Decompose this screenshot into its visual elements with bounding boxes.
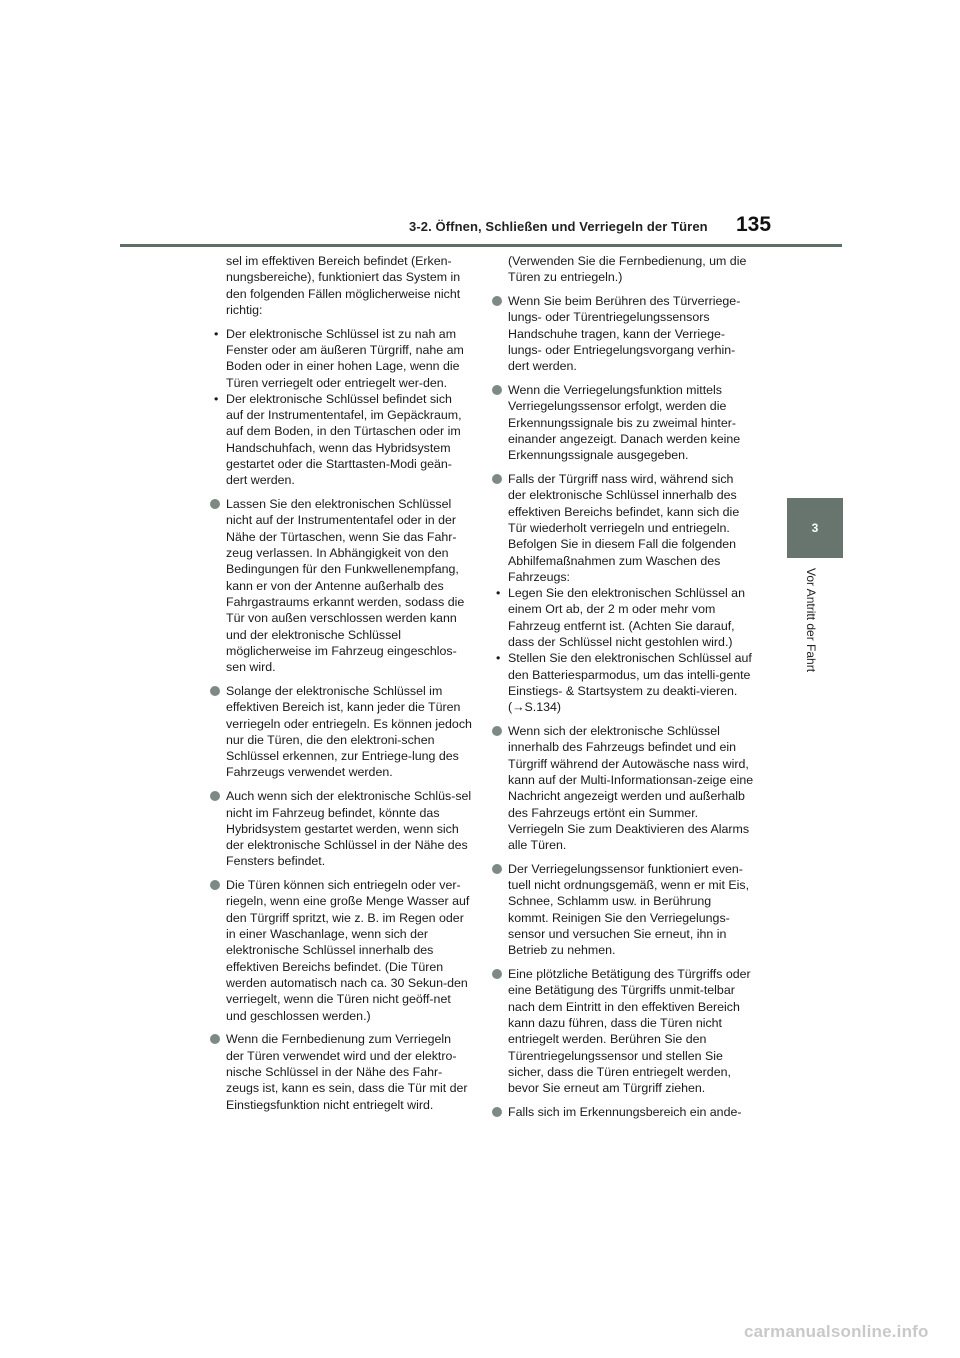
bullet-text: Auch wenn sich der elektronische Schlüs-sel nicht im Fahrzeug befindet, könnte das Hybridsystem gestartet werden, wenn sich der elektronische Schlüssel in der Nähe des Fensters befindet. bbox=[226, 789, 472, 869]
bullet-paragraph bbox=[210, 1031, 472, 1112]
sub-item-text: Der elektronische Schlüssel ist zu nah am Fenster oder am äußeren Türgriff, nahe am Boden oder in einer hohen Lage, wenn die Türen verriegelt oder entriegelt wer-den. bbox=[226, 326, 464, 390]
bullet-paragraph bbox=[492, 382, 754, 463]
continuation-paragraph bbox=[492, 253, 754, 286]
dot-bullet-icon: • bbox=[496, 586, 501, 601]
dot-bullet-icon: • bbox=[496, 651, 501, 666]
circle-bullet-icon bbox=[210, 686, 220, 696]
bullet-text: Wenn Sie beim Berühren des Türverriege-lungs- oder Türentriegelungssensors Handschuhe tragen, kann der Verriege-lungs- oder Entriegelungsvorgang verhin-dert werden. bbox=[508, 294, 741, 374]
intro-text: sel im effektiven Bereich befindet (Erken-nungsbereiche), funktioniert das System in den folgenden Fällen möglicherweise nicht richtig: bbox=[226, 254, 461, 317]
circle-bullet-icon bbox=[210, 499, 220, 509]
bullet-text: Wenn sich der elektronische Schlüssel innerhalb des Fahrzeugs befindet und ein Türgriff während der Autowäsche nass wird, kann auf der Multi-Informationsan-zeige eine Nachricht angezeigt werden und außerhalb des Fahrzeugs ertönt ein Summer. Verriegeln Sie zum Deaktivieren des Alarms alle Türen. bbox=[508, 724, 754, 853]
chapter-number: 3 bbox=[811, 521, 819, 535]
right-column bbox=[492, 253, 754, 1128]
bullet-text: Die Türen können sich entriegeln oder ver-riegeln, wenn eine große Menge Wasser auf den Türgriff spritzt, wie z. B. im Regen oder in einer Waschanlage, wenn sich der elektronische Schlüssel innerhalb des effektiven Bereichs befindet. (Die Türen werden automatisch nach ca. 30 Sekun-den verriegelt, wenn die Türen nicht geöff-net und geschlossen werden.) bbox=[226, 878, 470, 1023]
dot-bullet-icon: • bbox=[214, 391, 219, 406]
bullet-text: Lassen Sie den elektronischen Schlüssel nicht auf der Instrumententafel oder in der Nähe der Türtaschen, wenn Sie das Fahr-zeug verlassen. In Abhängigkeit von den Bedingungen für den Funkwellenempfang, kann er von der Antenne außerhalb des Fahrgastraums erkannt werden, sodass die Tür von außen verschlossen werden kann und der elektronische Schlüssel möglicherweise im Fahrzeug eingeschlos-sen wird. bbox=[226, 497, 465, 675]
bullet-paragraph bbox=[210, 683, 472, 781]
list-item bbox=[492, 650, 754, 715]
bullet-paragraph bbox=[210, 496, 472, 675]
list-item bbox=[492, 585, 754, 650]
bullet-text: Eine plötzliche Betätigung des Türgriffs oder eine Betätigung des Türgriffs unmit-telbar nach dem Eintritt in den effektiven Bereich kann dazu führen, dass die Türen nicht entriegelt werden. Berühren Sie den Türentriegelungssensor und stellen Sie sicher, dass die Türen entriegelt werden, bevor Sie erneut am Türgriff ziehen. bbox=[508, 967, 751, 1096]
bullet-text: Wenn die Fernbedienung zum Verriegeln der Türen verwendet wird und der elektro-nische Schlüssel in der Nähe des Fahr-zeugs ist, kann es sein, dass die Tür mit der Einstiegsfunktion nicht entriegelt wird. bbox=[226, 1032, 468, 1112]
circle-bullet-icon bbox=[492, 864, 502, 874]
circle-bullet-icon bbox=[492, 474, 502, 484]
header-divider bbox=[120, 244, 842, 247]
bullet-paragraph bbox=[492, 861, 754, 959]
circle-bullet-icon bbox=[492, 296, 502, 306]
watermark: carmanualsonline.info bbox=[744, 1322, 929, 1341]
section-title: 3-2. Öffnen, Schließen und Verriegeln der Türen bbox=[409, 219, 708, 234]
bullet-text: Solange der elektronische Schlüssel im effektiven Bereich ist, kann jeder die Türen verriegeln oder entriegeln. Es können jedoch nur die Türen, die den elektroni-schen Schlüssel erkennen, zur Entriege-lung des Fahrzeugs verwendet werden. bbox=[226, 683, 472, 780]
bullet-paragraph bbox=[210, 877, 472, 1024]
circle-bullet-icon bbox=[210, 791, 220, 801]
continuation-text: (Verwenden Sie die Fernbedienung, um die Türen zu entriegeln.) bbox=[508, 254, 747, 285]
page-number: 135 bbox=[736, 213, 772, 236]
bullet-paragraph bbox=[492, 471, 754, 585]
bullet-paragraph bbox=[492, 723, 754, 853]
sub-item-text: Der elektronische Schlüssel befindet sich auf der Instrumententafel, im Gepäckraum, auf dem Boden, in den Türtaschen oder im Handschuhfach, wenn das Hybridsystem gestartet oder die Starttasten-Modi geän-dert werden. bbox=[226, 391, 462, 488]
circle-bullet-icon bbox=[492, 385, 502, 395]
bullet-text: Wenn die Verriegelungsfunktion mittels Verriegelungssensor erfolgt, werden die Erkennungssignale bis zu zweimal hinter-einander angezeigt. Danach werden keine Erkennungssignale ausgegeben. bbox=[508, 383, 741, 463]
intro-paragraph bbox=[210, 253, 472, 318]
chapter-title: Vor Antritt der Fahrt bbox=[804, 568, 818, 673]
circle-bullet-icon bbox=[210, 880, 220, 890]
circle-bullet-icon bbox=[492, 726, 502, 736]
circle-bullet-icon bbox=[492, 969, 502, 979]
list-item bbox=[210, 326, 472, 391]
sub-item-text: Stellen Sie den elektronischen Schlüssel auf den Batteriesparmodus, um das intelli-gente Einstiegs- & Startsystem zu deakti-vieren. (→S.134) bbox=[508, 651, 752, 715]
circle-bullet-icon bbox=[492, 1107, 502, 1117]
bullet-paragraph bbox=[210, 788, 472, 869]
left-column bbox=[210, 253, 472, 1120]
circle-bullet-icon bbox=[210, 1034, 220, 1044]
bullet-text: Der Verriegelungssensor funktioniert even-tuell nicht ordnungsgemäß, wenn er mit Eis, Schnee, Schlamm usw. in Berührung kommt. Reinigen Sie den Verriegelungs-sensor und versuchen Sie erneut, ihn in Betrieb zu nehmen. bbox=[508, 861, 750, 958]
bullet-paragraph bbox=[492, 966, 754, 1096]
list-item bbox=[210, 391, 472, 489]
dot-bullet-icon: • bbox=[214, 326, 219, 341]
sub-item-text: Legen Sie den elektronischen Schlüssel an einem Ort ab, der 2 m oder mehr vom Fahrzeug entfernt ist. (Achten Sie darauf, dass der Schlüssel nicht gestohlen wird.) bbox=[508, 586, 745, 650]
bullet-text: Falls der Türgriff nass wird, während sich der elektronische Schlüssel innerhalb des effektiven Bereichs befindet, kann sich die Tür wiederholt verriegeln und entriegeln. Befolgen Sie in diesem Fall die folgenden Abhilfemaßnahmen zum Waschen des Fahrzeugs: bbox=[508, 472, 740, 584]
chapter-tab[interactable] bbox=[787, 498, 843, 558]
bullet-paragraph bbox=[492, 1104, 754, 1120]
bullet-text: Falls sich im Erkennungsbereich ein ande- bbox=[508, 1105, 742, 1120]
bullet-paragraph bbox=[492, 293, 754, 374]
